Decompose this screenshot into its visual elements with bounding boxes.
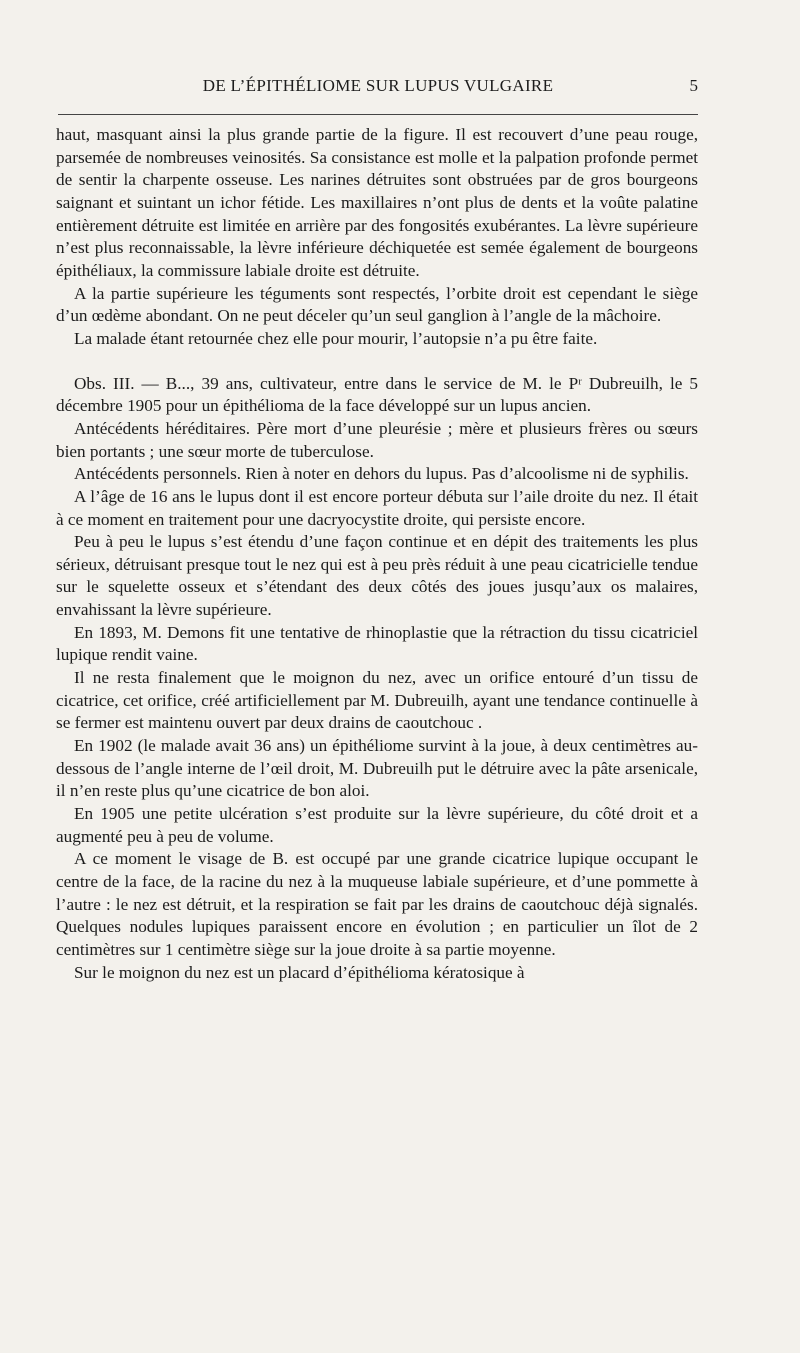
page-number: 5 bbox=[689, 76, 698, 95]
page-header bbox=[58, 76, 698, 102]
paragraph-1: haut, masquant ainsi la plus grande partie de la figure. Il est recouvert d’une peau rouge, parsemée de nombreuses veinosités. Sa consistance est molle et la palpation profonde permet de sentir la charpente osseuse. Les narines détruites sont obstruées par de gros bourgeons saignant et suintant un ichor fétide. Les maxillaires n’ont plus de dents et la voûte palatine entièrement détruite est limitée en arrière par des fongosités exubérantes. La lèvre supérieure n’est plus reconnaissable, la lèvre inférieure déchiquetée est semée également de bourgeons épithéliaux, la commissure labiale droite est détruite. bbox=[56, 125, 698, 280]
paragraph-14: Sur le moignon du nez est un placard d’épithélioma kératosique à bbox=[74, 962, 525, 982]
running-title: DE L’ÉPITHÉLIOME SUR LUPUS VULGAIRE bbox=[202, 76, 554, 95]
paragraph-6: Antécédents personnels. Rien à noter en dehors du lupus. Pas d’alcoolisme ni de syphilis. bbox=[74, 464, 689, 484]
paragraph-7: A l’âge de 16 ans le lupus dont il est encore porteur débuta sur l’aile droite du nez. Il était à ce moment en traitement pour une dacryocystite droite, qui persiste encore. bbox=[56, 486, 698, 529]
paragraph-5: Antécédents héréditaires. Père mort d’une pleurésie ; mère et plusieurs frères ou sœurs bien portants ; une sœur morte de tuberculose. bbox=[56, 418, 698, 461]
paragraph-10: Il ne resta finalement que le moignon du nez, avec un orifice entouré d’un tissu de cicatrice, cet orifice, créé artificiellement par M. Dubreuilh, ayant une tendance continuelle à se fermer est maintenu ouvert par deux drains de caoutchouc . bbox=[56, 668, 698, 733]
body-text bbox=[56, 124, 698, 984]
observation-heading-paragraph: Obs. III. — B..., 39 ans, cultivateur, entre dans le service de M. le Pʳ Dubreuilh, le 5 décembre 1905 pour un épithélioma de la face développé sur un lupus ancien. bbox=[56, 373, 698, 416]
paragraph-8: Peu à peu le lupus s’est étendu d’une façon continue et en dépit des traitements les plus sérieux, détruisant presque tout le nez qui est à peu près réduit à une peau cicatricielle tendue sur le squelette osseux et s’étendant des deux côtés des joues jusqu’aux os malaires, envahissant la lèvre supérieure. bbox=[56, 532, 698, 620]
paragraph-2: A la partie supérieure les téguments sont respectés, l’orbite droit est cependant le siège d’un œdème abondant. On ne peut déceler qu’un seul ganglion à l’angle de la mâchoire. bbox=[56, 283, 698, 326]
paragraph-9: En 1893, M. Demons fit une tentative de rhinoplastie que la rétraction du tissu cicatriciel lupique rendit vaine. bbox=[56, 622, 698, 665]
paragraph-13: A ce moment le visage de B. est occupé par une grande cicatrice lupique occupant le centre de la face, de la racine du nez à la muqueuse labiale supérieure, et d’une pommette à l’autre : le nez est détruit, et la respiration se fait par les drains de caoutchouc déjà signalés. Quelques nodules lupiques paraissent encore en évolution ; en particulier un îlot de 2 centimètres sur 1 centimètre siège sur la joue droite à sa partie moyenne. bbox=[56, 849, 698, 959]
header-rule bbox=[58, 114, 698, 115]
paragraph-12: En 1905 une petite ulcération s’est produite sur la lèvre supérieure, du côté droit et a augmenté peu à peu de volume. bbox=[56, 804, 698, 846]
paragraph-11: En 1902 (le malade avait 36 ans) un épithéliome survint à la joue, à deux centimètres au-dessous de l’angle interne de l’œil droit, M. Dubreuilh put le détruire avec la pâte arsenicale, il n’en reste plus qu’une cicatrice de bon aloi. bbox=[56, 736, 698, 801]
paragraph-3: La malade étant retournée chez elle pour mourir, l’autopsie n’a pu être faite. bbox=[74, 328, 598, 348]
